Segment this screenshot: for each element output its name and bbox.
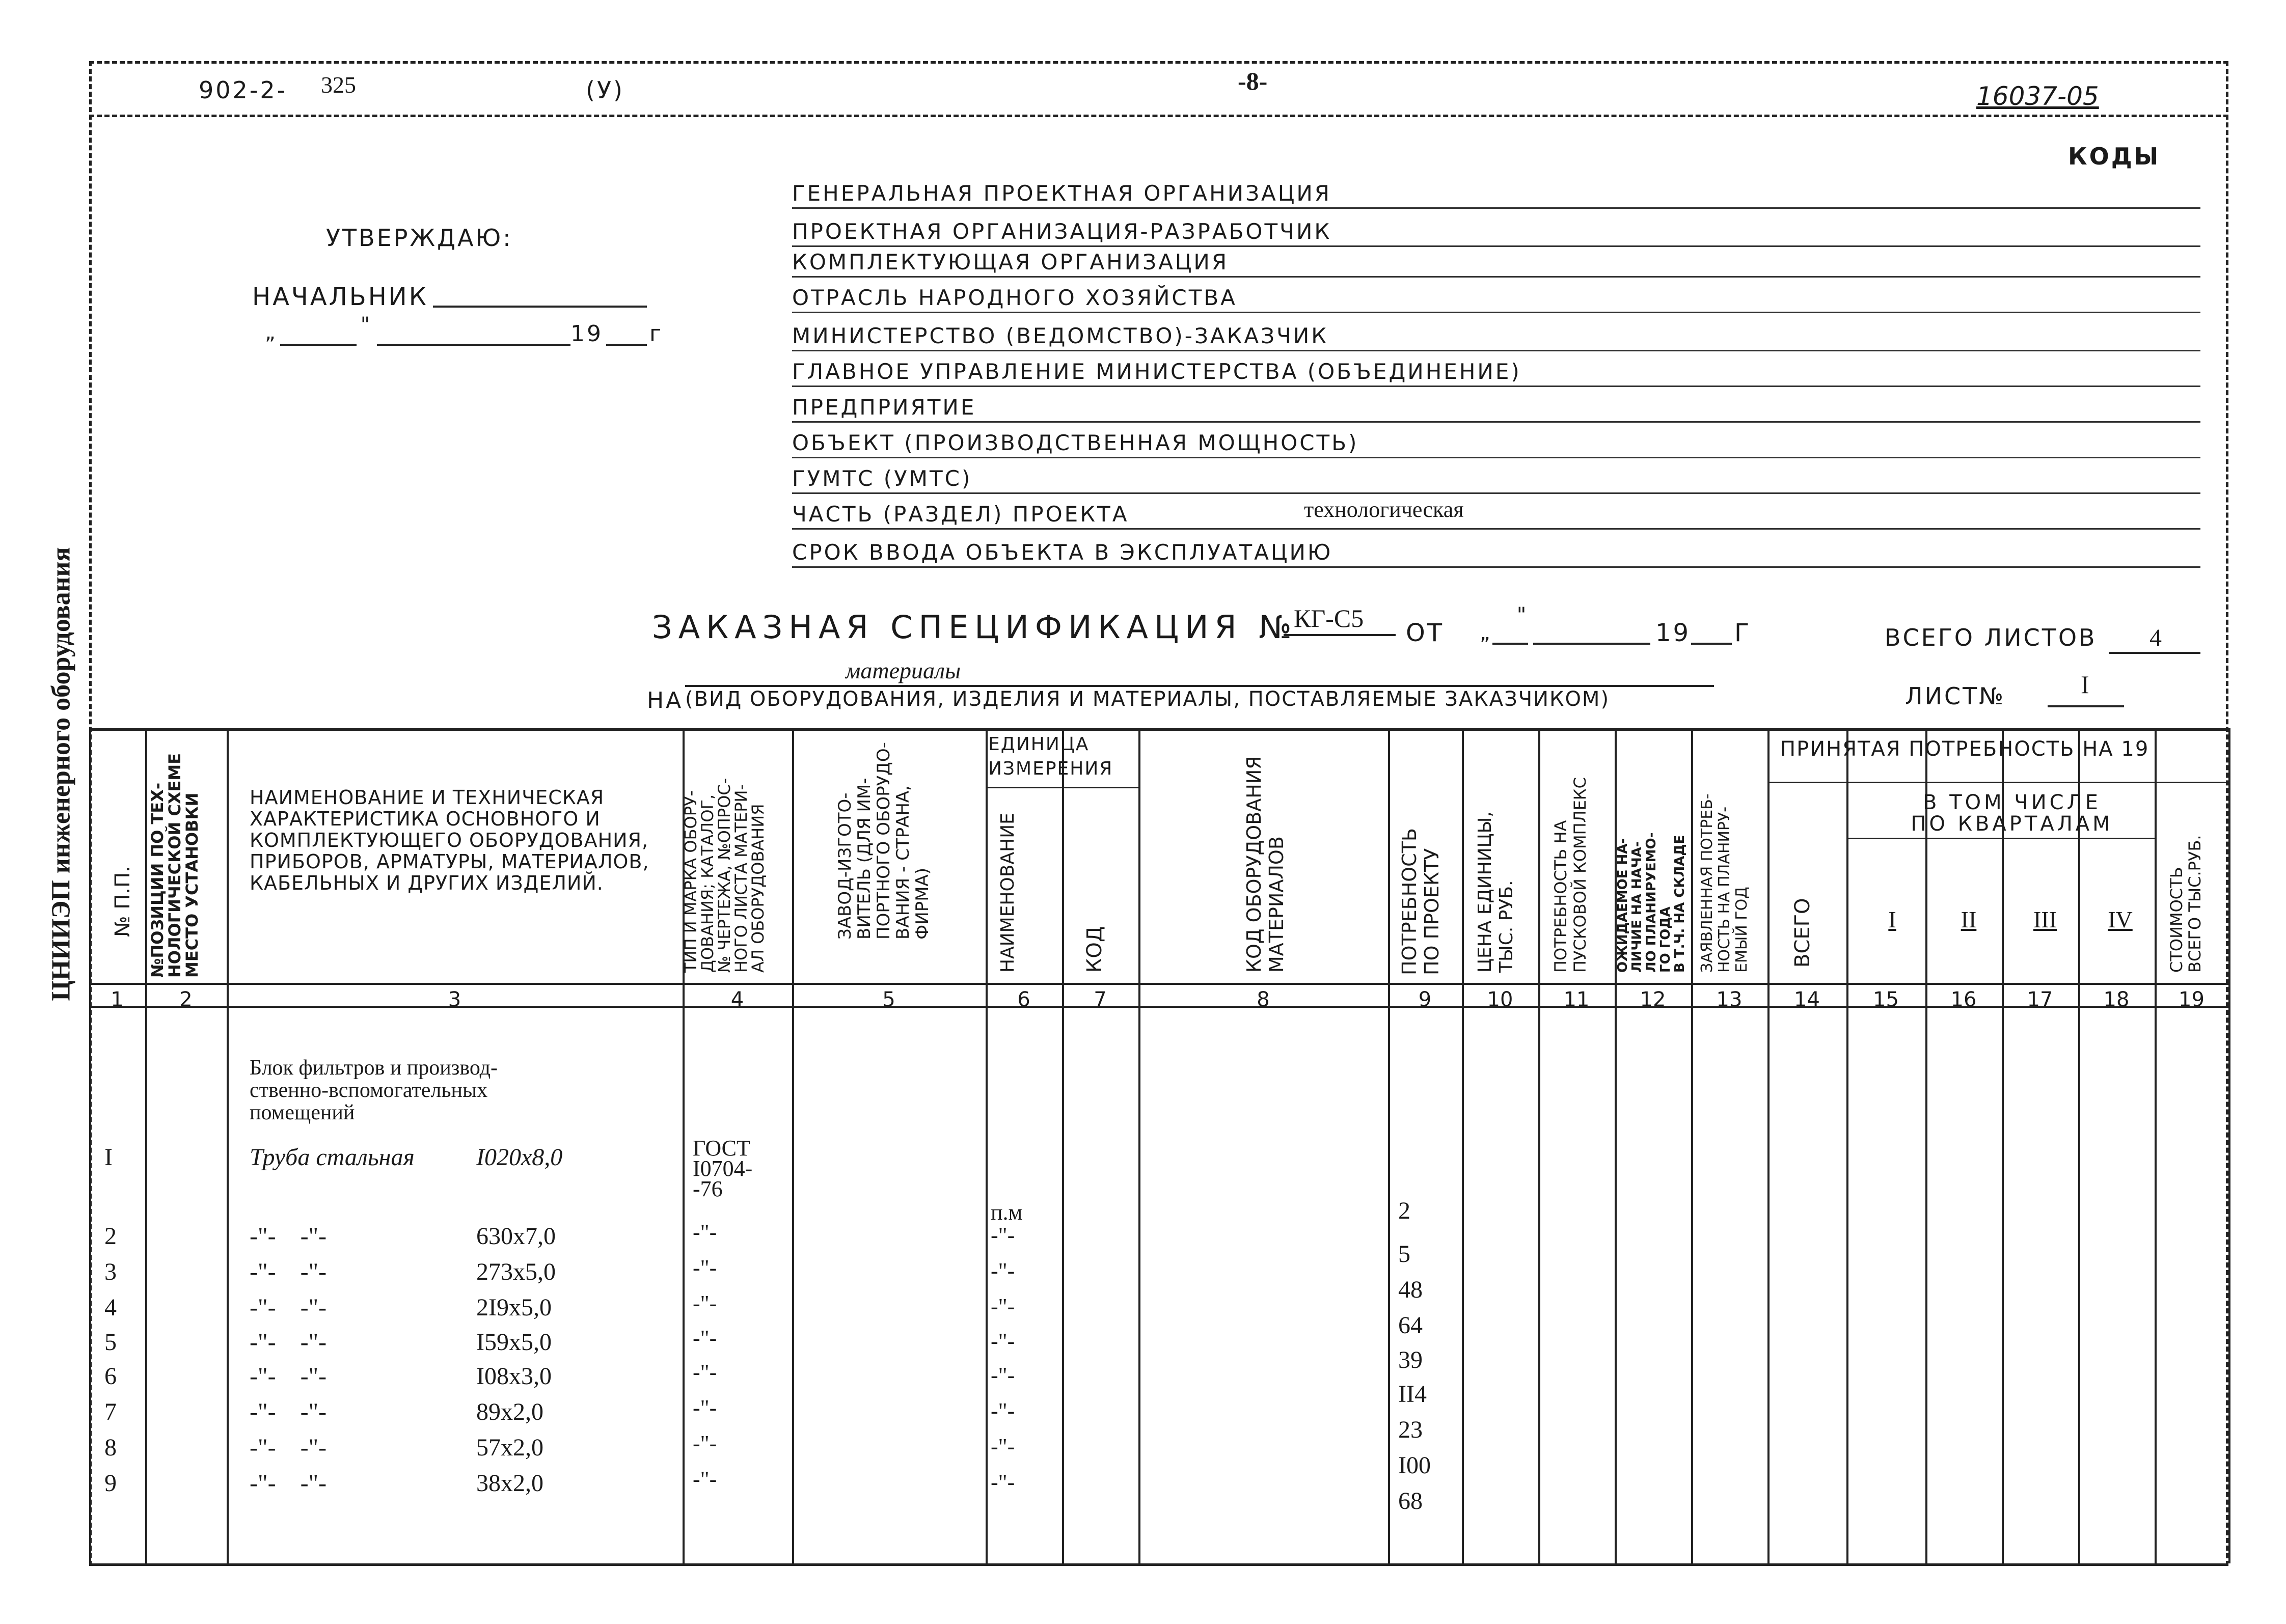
row-quantity: 23 [1398,1416,1423,1443]
sheet-label: ЛИСТ№ [1905,682,2006,710]
sheet-line [2048,705,2124,707]
row-name: -"- -"- [250,1363,327,1390]
accepted-group-divider [1767,782,2228,783]
org-field-line [792,276,2200,278]
column-number: 9 [1418,988,1432,1011]
column-divider [792,728,794,1563]
chief-label: НАЧАЛЬНИК [252,283,428,311]
column-divider [1388,728,1390,1563]
row-quantity: 2 [1398,1197,1410,1224]
column-divider [89,728,91,1563]
quarter-group-header: В ТОМ ЧИСЛЕ ПО КВАРТАЛАМ [1911,791,2113,836]
col14-header: ВСЕГО [1791,898,1814,968]
row-size: 630x7,0 [476,1223,556,1250]
org-field-label: ПРОЕКТНАЯ ОРГАНИЗАЦИЯ-РАЗРАБОТЧИК [792,219,1332,244]
org-field-line [792,312,2200,313]
col7-header: КОД [1083,926,1106,973]
date-g: г [649,321,664,347]
row-name: Труба стальная [250,1144,415,1171]
column-divider [145,728,147,1563]
row-position: 7 [104,1398,117,1425]
column-divider [2228,728,2230,1563]
column-number: 4 [730,988,744,1011]
org-field-line [792,207,2200,209]
spec-year-line [1691,643,1732,645]
row-name: -"- -"- [250,1223,327,1250]
col13-header: ЗАЯВЛЕННАЯ ПОТРЕБ- НОСТЬ НА ПЛАНИРУ- ЕМЫЙ ГОД [1698,793,1751,973]
row-name: -"- -"- [250,1258,327,1285]
column-number: 10 [1487,988,1513,1011]
column-divider [1538,728,1540,1563]
row-name: -"- -"- [250,1470,327,1497]
org-field-label: СРОК ВВОДА ОБЪЕКТА В ЭКСПЛУАТАЦИЮ [792,540,1333,565]
column-number: 19 [2179,988,2205,1011]
column-number: 1 [111,988,124,1011]
row-type: -"- [693,1255,717,1280]
org-field-line [792,528,2200,530]
col17-header: III [2033,906,2057,932]
header-bottom-border [89,983,2228,985]
row-position: 2 [104,1223,117,1250]
org-field-label: ГЛАВНОЕ УПРАВЛЕНИЕ МИНИСТЕРСТВА (ОБЪЕДИНЕНИЕ) [792,359,1521,384]
archive-number: 16037-05 [1976,81,2099,111]
org-field-label: ПРЕДПРИЯТИЕ [792,395,976,420]
row-unit: -"- [991,1294,1015,1319]
row-unit: -"- [991,1363,1015,1388]
row-size: 2I9x5,0 [476,1294,552,1321]
col3-header: НАИМЕНОВАНИЕ И ТЕХНИЧЕСКАЯ ХАРАКТЕРИСТИКА ОСНОВНОГО И КОМПЛЕКТУЮЩЕГО ОБОРУДОВАНИЯ, ПРИБОРОВ, АРМАТУРЫ, МАТЕРИАЛОВ, КАБЕЛЬНЫХ И ДРУГИХ ИЗДЕЛИЙ. [250,786,649,894]
org-field-line [792,386,2200,387]
date-year: 19 [570,321,603,347]
col18-header: IV [2108,906,2133,932]
row-size: 57x2,0 [476,1434,543,1461]
org-field-line [792,245,2200,247]
date-year-line [606,344,647,346]
column-divider [1062,728,1064,1563]
spec-day-line [1492,643,1528,645]
column-number: 7 [1094,988,1107,1011]
column-number: 6 [1017,988,1030,1011]
series-suffix: (У) [586,76,624,104]
org-field-line [792,457,2200,458]
spec-subject-caption: (ВИД ОБОРУДОВАНИЯ, ИЗДЕЛИЯ И МАТЕРИАЛЫ, ПОСТАВЛЯЕМЫЕ ЗАКАЗЧИКОМ) [685,687,1610,711]
section-title: Блок фильтров и производ- ственно-вспомогательных помещений [250,1056,498,1124]
col1-header: № П.П. [111,866,134,937]
spec-subject: материалы [846,657,961,683]
row-position: 5 [104,1329,117,1356]
col10-header: ЦЕНА ЕДИНИЦЫ, ТЫС. РУБ. [1475,811,1517,973]
column-number: 5 [882,988,895,1011]
row-quantity: I00 [1398,1452,1431,1479]
row-type: -"- [693,1467,717,1492]
col16-header: II [1961,906,1977,932]
column-number: 17 [2027,988,2053,1011]
spec-title: ЗАКАЗНАЯ СПЕЦИФИКАЦИЯ № [652,609,1298,646]
column-number: 14 [1794,988,1820,1011]
column-divider [2002,728,2004,1563]
row-position: I [104,1144,113,1171]
col9-header: ПОТРЕБНОСТЬ ПО ПРОЕКТУ [1398,828,1443,975]
total-sheets-label: ВСЕГО ЛИСТОВ [1885,624,2097,651]
col4-header: ТИП И МАРКА ОБОРУ- ДОВАНИЯ; КАТАЛОГ, № ЧЕРТЕЖА, №ОПРОС- НОГО ЛИСТА МАТЕРИ- АЛ ОБОРУДОВАНИЯ [681,778,768,973]
column-number: 11 [1563,988,1590,1011]
row-type: -"- [693,1431,717,1456]
total-sheets: 4 [2149,624,2162,651]
column-divider [1138,728,1140,1563]
row-type: -"- [693,1220,717,1245]
row-unit: -"- [991,1470,1015,1495]
column-divider [1767,728,1770,1563]
row-quantity: 48 [1398,1276,1423,1303]
series-number: 325 [321,72,356,98]
table-bottom-border [89,1563,2228,1566]
row-unit: п.м [991,1200,1023,1225]
row-unit: -"- [991,1434,1015,1459]
column-divider [1691,728,1693,1563]
row-quantity: 39 [1398,1346,1423,1373]
row-unit: -"- [991,1329,1015,1354]
table-top-border [89,728,2228,731]
row-position: 8 [104,1434,117,1461]
row-position: 3 [104,1258,117,1285]
row-size: 273x5,0 [476,1258,556,1285]
row-name: -"- -"- [250,1294,327,1321]
row-quantity: 5 [1398,1241,1410,1268]
column-number: 18 [2103,988,2130,1011]
codes-label: КОДЫ [2068,143,2161,170]
col5-header: ЗАВОД-ИЗГОТО- ВИТЕЛЬ (ДЛЯ ИМ- ПОРТНОГО ОБОРУДО- ВАНИЯ - СТРАНА, ФИРМА) [835,742,933,940]
date-quote: „ [265,321,278,344]
column-number: 2 [179,988,193,1011]
org-field-label: ГУМТС (УМТС) [792,466,972,491]
side-organization-text: ЦНИИЭП инженерного оборудования [46,547,76,1001]
column-divider [1925,728,1927,1563]
spec-g: Г [1734,619,1752,647]
row-name: -"- -"- [250,1398,327,1425]
org-field-line [792,421,2200,423]
column-number: 13 [1716,988,1743,1011]
row-type: -"- [693,1395,717,1420]
org-field-line [792,492,2200,494]
spec-from: ОТ [1406,619,1445,647]
row-type: ГОСТ I0704- -76 [693,1136,753,1201]
col2-header: №ПОЗИЦИИ ПО ТЕХ- НОЛОГИЧЕСКОЙ СХЕМЕ МЕСТО УСТАНОВКИ [148,753,202,978]
spec-date-open: „ [1480,621,1492,645]
row-size: 38x2,0 [476,1470,543,1497]
org-field-label: ГЕНЕРАЛЬНАЯ ПРОЕКТНАЯ ОРГАНИЗАЦИЯ [792,181,1331,206]
spec-month-line [1533,643,1650,645]
column-divider [2155,728,2157,1563]
column-divider [227,728,229,1563]
org-field-label: МИНИСТЕРСТВО (ВЕДОМСТВО)-ЗАКАЗЧИК [792,323,1329,348]
col11-header: ПОТРЕБНОСТЬ НА ПУСКОВОЙ КОМПЛЕКС [1551,777,1590,973]
spec-number: КГ-С5 [1294,604,1364,632]
column-divider [1462,728,1464,1563]
org-field-label: ЧАСТЬ (РАЗДЕЛ) ПРОЕКТА [792,502,1129,527]
row-unit: -"- [991,1398,1015,1423]
column-number: 15 [1873,988,1899,1011]
org-field-value: технологическая [1304,497,1464,522]
row-position: 9 [104,1470,117,1497]
org-field-label: КОМПЛЕКТУЮЩАЯ ОРГАНИЗАЦИЯ [792,250,1229,274]
spec-subject-line [685,685,1714,687]
col6-header: НАИМЕНОВАНИЕ [997,813,1018,973]
col12-header: ОЖИДАЕМОЕ НА- ЛИЧИЕ НА НАЧА- ЛО ПЛАНИРУЕМО- ГО ГОДА В Т.Ч. НА СКЛАДЕ [1615,832,1688,973]
approve-label: УТВЕРЖДАЮ: [326,224,513,252]
spec-year: 19 [1655,619,1691,647]
row-type: -"- [693,1326,717,1351]
quarter-group-divider [1846,838,2155,839]
row-quantity: 68 [1398,1488,1423,1515]
row-position: 4 [104,1294,117,1321]
date-quote-mark: " [359,313,372,337]
row-size: I08x3,0 [476,1363,552,1390]
chief-signature-line [433,306,647,308]
row-unit: -"- [991,1258,1015,1283]
spec-quote-mark: " [1515,603,1528,627]
spec-number-line [1284,634,1396,636]
date-month-line [377,344,570,346]
unit-group-divider [986,787,1138,788]
row-unit: -"- [991,1223,1015,1248]
col19-header: СТОИМОСТЬ ВСЕГО ТЫС.РУБ. [2167,835,2205,973]
column-number: 12 [1640,988,1666,1011]
row-name: -"- -"- [250,1434,327,1461]
accepted-group-header: ПРИНЯТАЯ ПОТРЕБНОСТЬ НА 19 [1780,737,2149,761]
org-field-line [792,566,2200,568]
row-position: 6 [104,1363,117,1390]
col8-header: КОД ОБОРУДОВАНИЯ МАТЕРИАЛОВ [1243,756,1288,973]
org-field-label: ОТРАСЛЬ НАРОДНОГО ХОЗЯЙСТВА [792,285,1237,310]
sheet-number: I [2081,670,2089,699]
header-divider [89,115,2228,117]
column-number: 16 [1950,988,1977,1011]
spec-na: НА [647,687,684,713]
row-size: I59x5,0 [476,1329,552,1356]
row-type: -"- [693,1291,717,1316]
row-quantity: 64 [1398,1312,1423,1339]
col15-header: I [1888,906,1896,932]
row-size: 89x2,0 [476,1398,543,1425]
org-field-line [792,350,2200,351]
page-number: -8- [1238,67,1268,95]
column-number: 3 [448,988,461,1011]
total-sheets-line [2109,652,2200,654]
column-divider [1846,728,1848,1563]
column-divider [986,728,988,1563]
row-size: I020x8,0 [476,1144,563,1171]
org-field-label: ОБЪЕКТ (ПРОИЗВОДСТВЕННАЯ МОЩНОСТЬ) [792,430,1359,455]
series-prefix: 902-2- [199,76,288,104]
row-quantity: II4 [1398,1381,1427,1408]
row-name: -"- -"- [250,1329,327,1356]
unit-group-header: ЕДИНИЦА ИЗМЕРЕНИЯ [988,734,1113,779]
date-day-line [280,344,357,346]
column-number: 8 [1257,988,1270,1011]
column-divider [2078,728,2080,1563]
row-type: -"- [693,1360,717,1385]
